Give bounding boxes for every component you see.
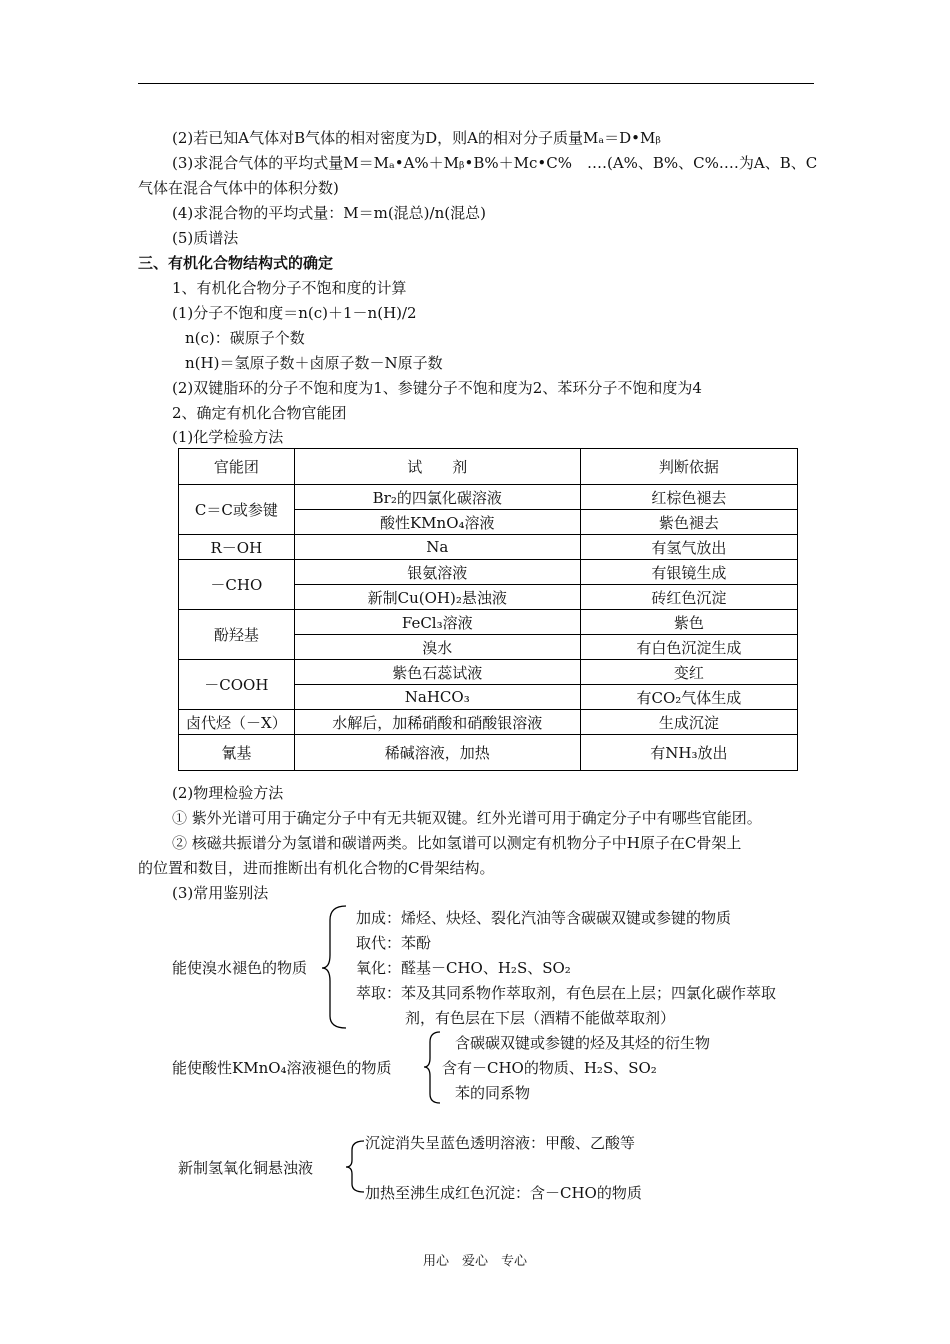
table-cell: NaHCO₃ <box>294 685 580 710</box>
table-cell: 紫色褪去 <box>580 510 797 535</box>
group-label: 新制氢氧化铜悬浊液 <box>178 1159 314 1177</box>
group-item: 加成：烯烃、炔烃、裂化汽油等含碳碳双键或参键的物质 <box>356 909 732 927</box>
table-cell: Br₂的四氯化碳溶液 <box>294 485 580 510</box>
table-cell: 卤代烃（－X） <box>179 710 295 735</box>
table-header: 试 剂 <box>294 449 580 485</box>
table-cell: 有氢气放出 <box>580 535 797 560</box>
group-item: 沉淀消失呈蓝色透明溶液：甲酸、乙酸等 <box>365 1134 636 1152</box>
table-cell: Na <box>294 535 580 560</box>
section-heading: 三、有机化合物结构式的确定 <box>138 254 334 272</box>
table-cell: 红棕色褪去 <box>580 485 797 510</box>
group-item: 含有－CHO的物质、H₂S、SO₂ <box>442 1059 657 1077</box>
table-cell: 溴水 <box>294 635 580 660</box>
table-cell: 变红 <box>580 660 797 685</box>
table-cell: 有白色沉淀生成 <box>580 635 797 660</box>
table-cell: R－OH <box>179 535 295 560</box>
text-line: 2、确定有机化合物官能团 <box>172 404 347 422</box>
text-line: (2)双键脂环的分子不饱和度为1、参键分子不饱和度为2、苯环分子不饱和度为4 <box>172 379 702 397</box>
table-cell: C＝C或参键 <box>179 485 295 535</box>
table-cell: FeCl₃溶液 <box>294 610 580 635</box>
group-item: 加热至沸生成红色沉淀：含－CHO的物质 <box>365 1184 642 1202</box>
table-cell: 新制Cu(OH)₂悬浊液 <box>294 585 580 610</box>
table-cell: 有CO₂气体生成 <box>580 685 797 710</box>
text-line: n(c)：碳原子个数 <box>185 329 305 347</box>
text-line: 1、有机化合物分子不饱和度的计算 <box>172 279 407 297</box>
group-item: 含碳碳双键或参键的烃及其烃的衍生物 <box>455 1034 711 1052</box>
group-item: 氧化：醛基－CHO、H₂S、SO₂ <box>356 959 571 977</box>
group-item: 萃取：苯及其同系物作萃取剂，有色层在上层；四氯化碳作萃取 <box>356 984 777 1002</box>
text-line: (5)质谱法 <box>172 229 239 247</box>
brace-icon <box>424 1032 440 1103</box>
group-item: 苯的同系物 <box>455 1084 531 1102</box>
text-line: 的位置和数目，进而推断出有机化合物的C骨架结构。 <box>138 859 495 877</box>
text-line: (2)若已知A气体对B气体的相对密度为D，则A的相对分子质量Mₐ＝D•Mᵦ <box>172 129 661 147</box>
text-line: (3)常用鉴别法 <box>172 884 269 902</box>
table-cell: －COOH <box>179 660 295 710</box>
group-item: 取代：苯酚 <box>356 934 432 952</box>
table-cell: 有银镜生成 <box>580 560 797 585</box>
page-footer: 用心 爱心 专心 <box>422 1254 527 1269</box>
group-label: 能使酸性KMnO₄溶液褪色的物质 <box>172 1059 392 1077</box>
table-cell: 砖红色沉淀 <box>580 585 797 610</box>
table-cell: 有NH₃放出 <box>580 735 797 771</box>
brace-icon <box>346 1141 364 1192</box>
text-line: ① 紫外光谱可用于确定分子中有无共轭双键。红外光谱可用于确定分子中有哪些官能团。 <box>172 809 762 827</box>
table-cell: －CHO <box>179 560 295 610</box>
group-label: 能使溴水褪色的物质 <box>172 959 308 977</box>
group-item: 剂，有色层在下层（酒精不能做萃取剂） <box>405 1009 676 1027</box>
table-header: 判断依据 <box>580 449 797 485</box>
table-cell: 酚羟基 <box>179 610 295 660</box>
table-header: 官能团 <box>179 449 295 485</box>
table-cell: 水解后，加稀硝酸和硝酸银溶液 <box>294 710 580 735</box>
table-cell: 紫色石蕊试液 <box>294 660 580 685</box>
table-cell: 紫色 <box>580 610 797 635</box>
table-cell: 稀碱溶液，加热 <box>294 735 580 771</box>
text-line: ② 核磁共振谱分为氢谱和碳谱两类。比如氢谱可以测定有机物分子中H原子在C骨架上 <box>172 834 742 852</box>
table-cell: 生成沉淀 <box>580 710 797 735</box>
text-line: (1)化学检验方法 <box>172 428 284 446</box>
brace-icon <box>322 906 346 1028</box>
text-line: 气体在混合气体中的体积分数) <box>138 179 339 197</box>
table-cell: 酸性KMnO₄溶液 <box>294 510 580 535</box>
table-cell: 银氨溶液 <box>294 560 580 585</box>
text-line: n(H)＝氢原子数＋卤原子数－N原子数 <box>185 354 443 372</box>
table-cell: 氰基 <box>179 735 295 771</box>
text-line: (4)求混合物的平均式量：M＝m(混总)/n(混总) <box>172 204 486 222</box>
text-line: (1)分子不饱和度＝n(c)＋1－n(H)/2 <box>172 304 417 322</box>
text-line: (2)物理检验方法 <box>172 784 284 802</box>
text-line: (3)求混合气体的平均式量M＝Mₐ•A%＋Mᵦ•B%＋Mc•C% ‥‥(A%、B%、C%‥‥为A、B、C <box>172 154 818 172</box>
